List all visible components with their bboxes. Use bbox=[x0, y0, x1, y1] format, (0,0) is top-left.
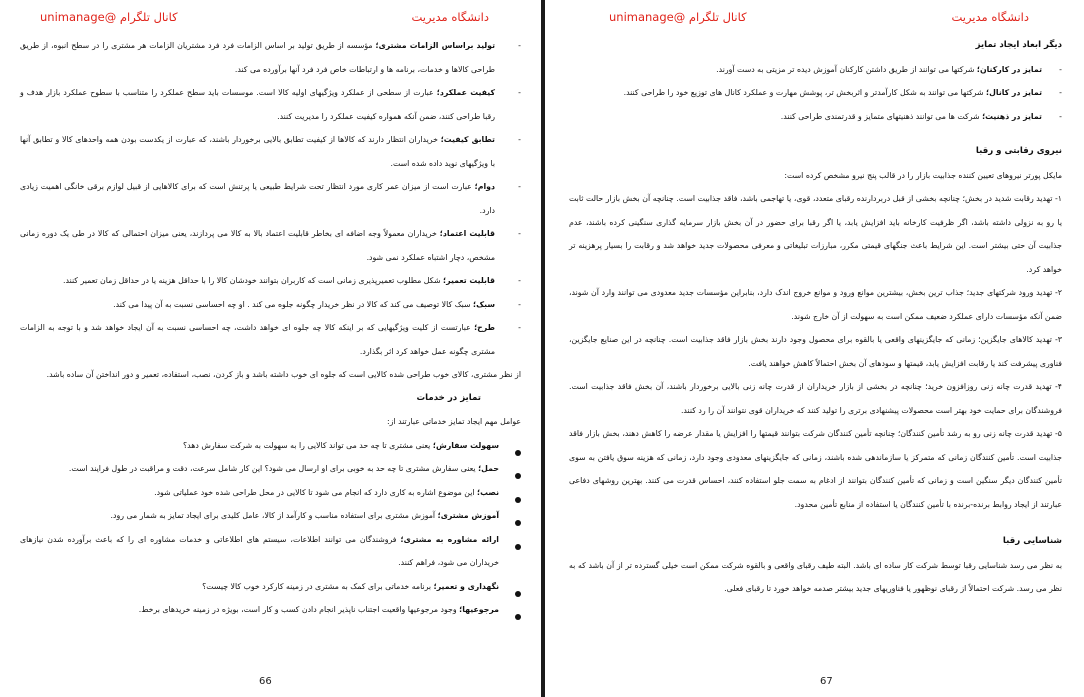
list-item: آموزش مشتری؛ آموزش مشتری برای استفاده مناسب و کارآمد از کالا، عامل کلیدی برای ایجاد تمایز به شمار می رود. bbox=[20, 504, 521, 528]
section-heading: شناسایی رقبا bbox=[1002, 536, 1062, 546]
list-item: - تمایز در کانال؛ شرکتها می توانند به شکل کارآمدتر و اثربخش تر، پوشش مهارت و عملکرد کانال های توزیع خود را طراحی کنند. bbox=[623, 88, 1062, 97]
force-paragraph: ۳- تهدید کالاهای جایگزین؛ زمانی که جایگزینهای واقعی یا بالقوه برای محصول وجود دارند بخش بازار فاقد جذابیت است. چنانچه در این صنایع جایگزین، فناوری پیشرفت کند یا رقابت افزایش یابد، قیمتها و سودهای آن بخش احتمالاً کاهش خواهند یافت. bbox=[569, 335, 1062, 368]
list-item: - قابلیت تعمیر؛ شکل مطلوب تعمیرپذیری زمانی است که کاربران بتوانند خودشان کالا را با حداقل هزینه یا در حداقل زمان تعمیر کنند. bbox=[63, 276, 521, 285]
header-title: دانشگاه مدیریت bbox=[951, 10, 1029, 24]
bullet-icon bbox=[515, 473, 521, 479]
services-intro: عوامل مهم ایجاد تمایز خدماتی عبارتند از: bbox=[387, 417, 521, 426]
list-item: نگهداری و تعمیر؛ برنامه خدماتی برای کمک به مشتری در زمینه کارکرد خوب کالا چیست؟ bbox=[20, 575, 521, 599]
list-item: - تمایز در ذهنیت؛ شرکت ها می توانند ذهنیتهای متمایز و قدرتمندی طراحی کنند. bbox=[780, 111, 1062, 121]
list-item: - قابلیت اعتماد؛ خریداران معمولاً وجه اضافه ای بخاطر قابلیت اعتماد بالا به کالا می پردازند، یعنی میزان احتمالی که کالا در طی یک دوره زمانی مشخص، دچار اشتباه عملکرد نمی شود. bbox=[20, 229, 521, 262]
section-heading: نیروی رقابتی و رقبا bbox=[975, 146, 1062, 156]
force-paragraph: ۱- تهدید رقابت شدید در بخش؛ چنانچه بخشی از قبل دربردارنده رقبای متعدد، قوی، یا تهاجمی باشد، فاقد جذابیت است. چنانچه آن بخش بازار حالت ثابت یا رو به نزولی داشته باشد، اگر ظرفیت کارخانه باید افزایش یابد، یا اگر رقبا برای حضور در آن بخش بازار سرمایه گذاری سنگینی کرده باشند، عدم جذابیت آن حتی بیشتر است. این شرایط باعث جنگهای قیمتی مکرر، مبارزات تبلیغاتی و معرفی محصولات جدید خواهد شد و رقابت را بسیار پرهزینه تر خواهد کرد. bbox=[569, 194, 1062, 274]
bullet-icon bbox=[515, 450, 521, 456]
list-item: - طرح؛ عبارتست از کلیت ویژگیهایی که بر اینکه کالا چه جلوه ای خواهد داشت، چه احساسی نسبت به آن ایجاد خواهد شد و با توجه به الزامات مشتری چگونه عمل خواهد کرد اثر بگذارد. bbox=[20, 323, 521, 356]
list-item: ارائه مشاوره به مشتری؛ فروشندگان می توانند اطلاعات، سیستم های اطلاعاتی و خدمات مشاوره ای را که باعث برآورده شدن نیازهای خریداران می شود، فراهم کنند. bbox=[20, 528, 521, 575]
header-channel: کانال تلگرام @unimanage bbox=[40, 10, 178, 24]
header-title: دانشگاه مدیریت bbox=[411, 10, 489, 24]
section-heading: دیگر ابعاد ایجاد تمایز bbox=[975, 40, 1062, 50]
page-number: 67 bbox=[820, 676, 833, 687]
page-body bbox=[569, 34, 1062, 601]
page-body bbox=[20, 34, 521, 622]
force-paragraph: ۴- تهدید قدرت چانه زنی روزافزون خرید؛ چنانچه در بخشی از بازار خریداران از قدرت چانه زنی بالایی برخوردار باشند، آن بخش فاقد جذابیت است. فروشندگان برای حمایت خود بهتر است محصولات پیشنهادی برتری را تولید کنند که خریداران قوی نتوانند آن را رد کنند. bbox=[569, 382, 1062, 415]
list-item: - کیفیت عملکرد؛ عبارت از سطحی از عملکرد ویژگیهای اولیه کالا است. موسسات باید سطح عملکرد را متناسب با سطوح عملکرد بازار هدف و رقبا طراحی کنند، ضمن آنکه همواره کیفیت عملکرد را مدیریت کنند. bbox=[20, 88, 521, 121]
list-item: سهولت سفارش؛ یعنی مشتری تا چه حد می تواند کالایی را به سهولت به شرکت سفارش دهد؟ bbox=[20, 434, 521, 458]
force-paragraph: ۵- تهدید قدرت چانه زنی رو به رشد تأمین کنندگان؛ چنانچه تأمین کنندگان شرکت بتوانند قیمتها را افزایش یا مقدار عرضه را کاهش دهند، بخش بازار فاقد جذابیت است. تأمین کنندگان زمانی که متمرکز یا سازماندهی شده باشند، زمانی که جایگزینهای معدودی وجود دارد، زمانی که هزینه سوق یافتن به سوی تأمین کنندگان دیگر سنگین است و زمانی که تأمین کنندگان بتوانند از ادغام به سمت جلو استفاده کنند، احساس قدرت می کنند. بهترین روشهای دفاعی عبارتند از ایجاد روابط برنده-برنده با تأمین کنندگان یا استفاده از منابع تأمین محدود. bbox=[569, 429, 1062, 509]
list-item: - دوام؛ عبارت است از میزان عمر کاری مورد انتظار تحت شرایط طبیعی یا پرتنش است که برای کالاهایی از قبیل لوازم برقی خانگی اهمیت زیادی دارد. bbox=[20, 182, 521, 215]
bullet-icon bbox=[515, 591, 521, 597]
bullet-icon bbox=[515, 614, 521, 620]
intro-paragraph: مایکل پورتر نیروهای تعیین کننده جذابیت بازار را در قالب پنج نیرو مشخص کرده است: bbox=[784, 170, 1062, 180]
force-paragraph: ۲- تهدید ورود شرکتهای جدید؛ جذاب ترین بخش، بیشترین موانع ورود و موانع خروج اندک دارد، بنابراین مؤسسات جدید معدودی می توانند وارد آن شوند، ضمن آنکه مؤسسات دارای عملکرد ضعیف ممکن است به سهولت از آن خارج شوند. bbox=[569, 288, 1062, 321]
page-number: 66 bbox=[259, 676, 272, 687]
list-item: حمل؛ یعنی سفارش مشتری تا چه حد به خوبی برای او ارسال می شود؟ این کار شامل سرعت، دقت و مراقبت در طول فرایند است. bbox=[20, 457, 521, 481]
list-item: نصب؛ این موضوع اشاره به کاری دارد که انجام می شود تا کالایی در محل طراحی شده خود عملیاتی شود. bbox=[20, 481, 521, 505]
page-right bbox=[545, 0, 1084, 697]
summary-paragraph: از نظر مشتری، کالای خوب طراحی شده کالایی است که جلوه ای خوب داشته باشد و باز کردن، نصب، استفاده، تعمیر و دور انداختن آن ساده باشد. bbox=[46, 370, 521, 379]
list-item: - تمایز در کارکنان؛ شرکتها می توانند از طریق داشتن کارکنان آموزش دیده تر مزیتی به دست آورند. bbox=[716, 64, 1062, 74]
bullet-icon bbox=[515, 544, 521, 550]
list-item: مرجوعیها؛ وجود مرجوعیها واقعیت اجتناب ناپذیر انجام دادن کسب و کار است، بویژه در زمینه خریدهای برخط. bbox=[20, 598, 521, 622]
list-item: - تولید براساس الزامات مشتری؛ مؤسسه از طریق تولید بر اساس الزامات فرد فرد مشتریان الزامات هر مشتری را در سطح انبوه، از طریق طراحی کالاها و خدمات، برنامه ها و ارتباطات خاص فرد فرد آنها برآورده می کند. bbox=[20, 41, 521, 74]
bullet-icon bbox=[515, 497, 521, 503]
page-left bbox=[0, 0, 541, 697]
list-item: - سبک؛ سبک کالا توصیف می کند که کالا در نظر خریدار چگونه جلوه می کند . او چه احساسی نسبت به آن پیدا می کند. bbox=[113, 299, 521, 309]
list-item: - تطابق کیفیت؛ خریداران انتظار دارند که کالاها از کیفیت تطابق بالایی برخوردار باشند، که عبارت از یکدست بودن همه واحدهای کالا و تطابق آنها با ویژگیهای نوید داده شده است. bbox=[20, 135, 521, 168]
bullet-icon bbox=[515, 520, 521, 526]
section-heading: تمایز در خدمات bbox=[416, 392, 481, 403]
header-channel: کانال تلگرام @unimanage bbox=[609, 10, 747, 24]
final-paragraph: به نظر می رسد شناسایی رقبا توسط شرکت کار ساده ای باشد. البته طیف رقبای واقعی و بالقوه شرکت ممکن است خیلی گسترده تر از آن باشد که به نظر می رسد. شرکت احتمالاً از رقبای نوظهور یا فناوریهای جدید بیشتر صدمه خواهد خورد تا رقبای فعلی. bbox=[569, 560, 1062, 593]
